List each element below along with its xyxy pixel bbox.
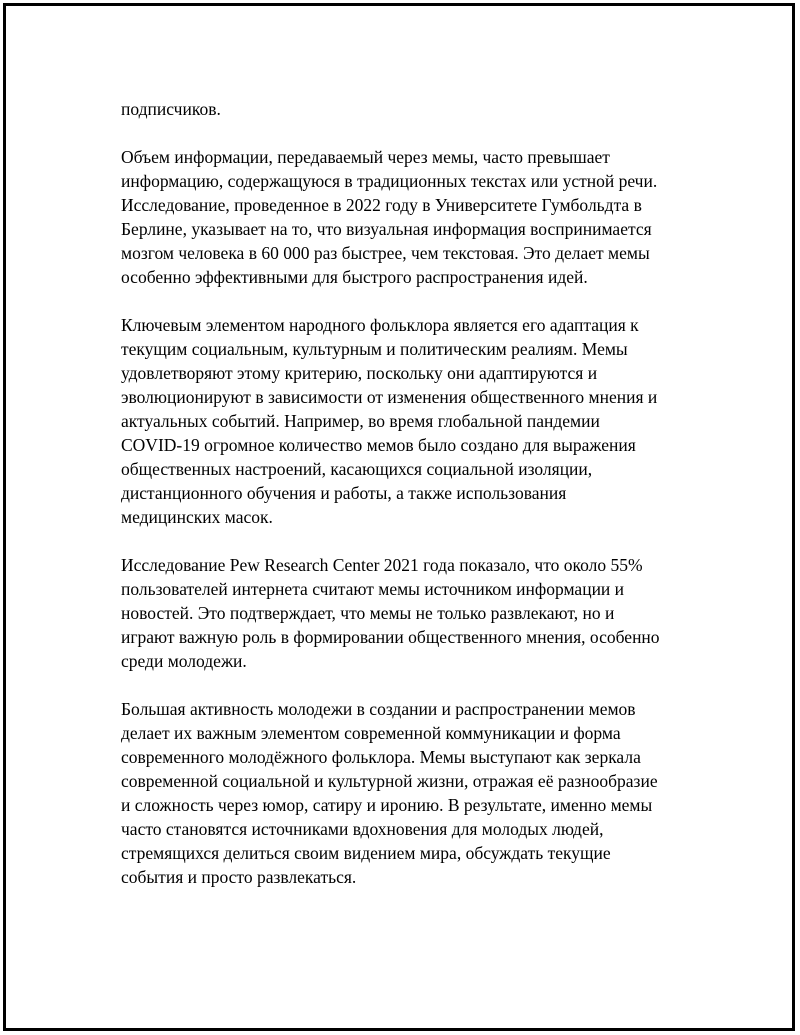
page-frame	[3, 3, 795, 1031]
document-body	[121, 97, 701, 913]
paragraph-pew-research: Исследование Pew Research Center 2021 года показало, что около 55% пользователей интернета считают мемы источником информации и новостей. Это подтверждает, что мемы не только развлекают, но и играют важную роль в формировании общественного мнения, особенно среди молодежи.	[121, 555, 660, 671]
paragraph-continuation: подписчиков.	[121, 99, 221, 119]
paragraph-youth-activity: Большая активность молодежи в создании и распространении мемов делает их важным элементом современной коммуникации и форма современного молодёжного фольклора. Мемы выступают как зеркала современной социальной и культурной жизни, отражая её разнообразие и сложность через юмор, сатиру и иронию. В результате, именно мемы часто становятся источниками вдохновения для молодых людей, стремящихся делиться своим видением мира, обсуждать текущие события и просто развлекаться.	[121, 699, 658, 887]
paragraph-information-volume: Объем информации, передаваемый через мемы, часто превышает информацию, содержащуюся в традиционных текстах или устной речи. Исследование, проведенное в 2022 году в Университете Гумбольдта в Берлине, указывает на то, что визуальная информация воспринимается мозгом человека в 60 000 раз быстрее, чем текстовая. Это делает мемы особенно эффективными для быстрого распространения идей.	[121, 147, 658, 287]
paragraph-folklore-adaptation: Ключевым элементом народного фольклора является его адаптация к текущим социальным, культурным и политическим реалиям. Мемы удовлетворяют этому критерию, поскольку они адаптируются и эволюционируют в зависимости от изменения общественного мнения и актуальных событий. Например, во время глобальной пандемии COVID-19 огромное количество мемов было создано для выражения общественных настроений, касающихся социальной изоляции, дистанционного обучения и работы, а также использования медицинских масок.	[121, 315, 658, 527]
